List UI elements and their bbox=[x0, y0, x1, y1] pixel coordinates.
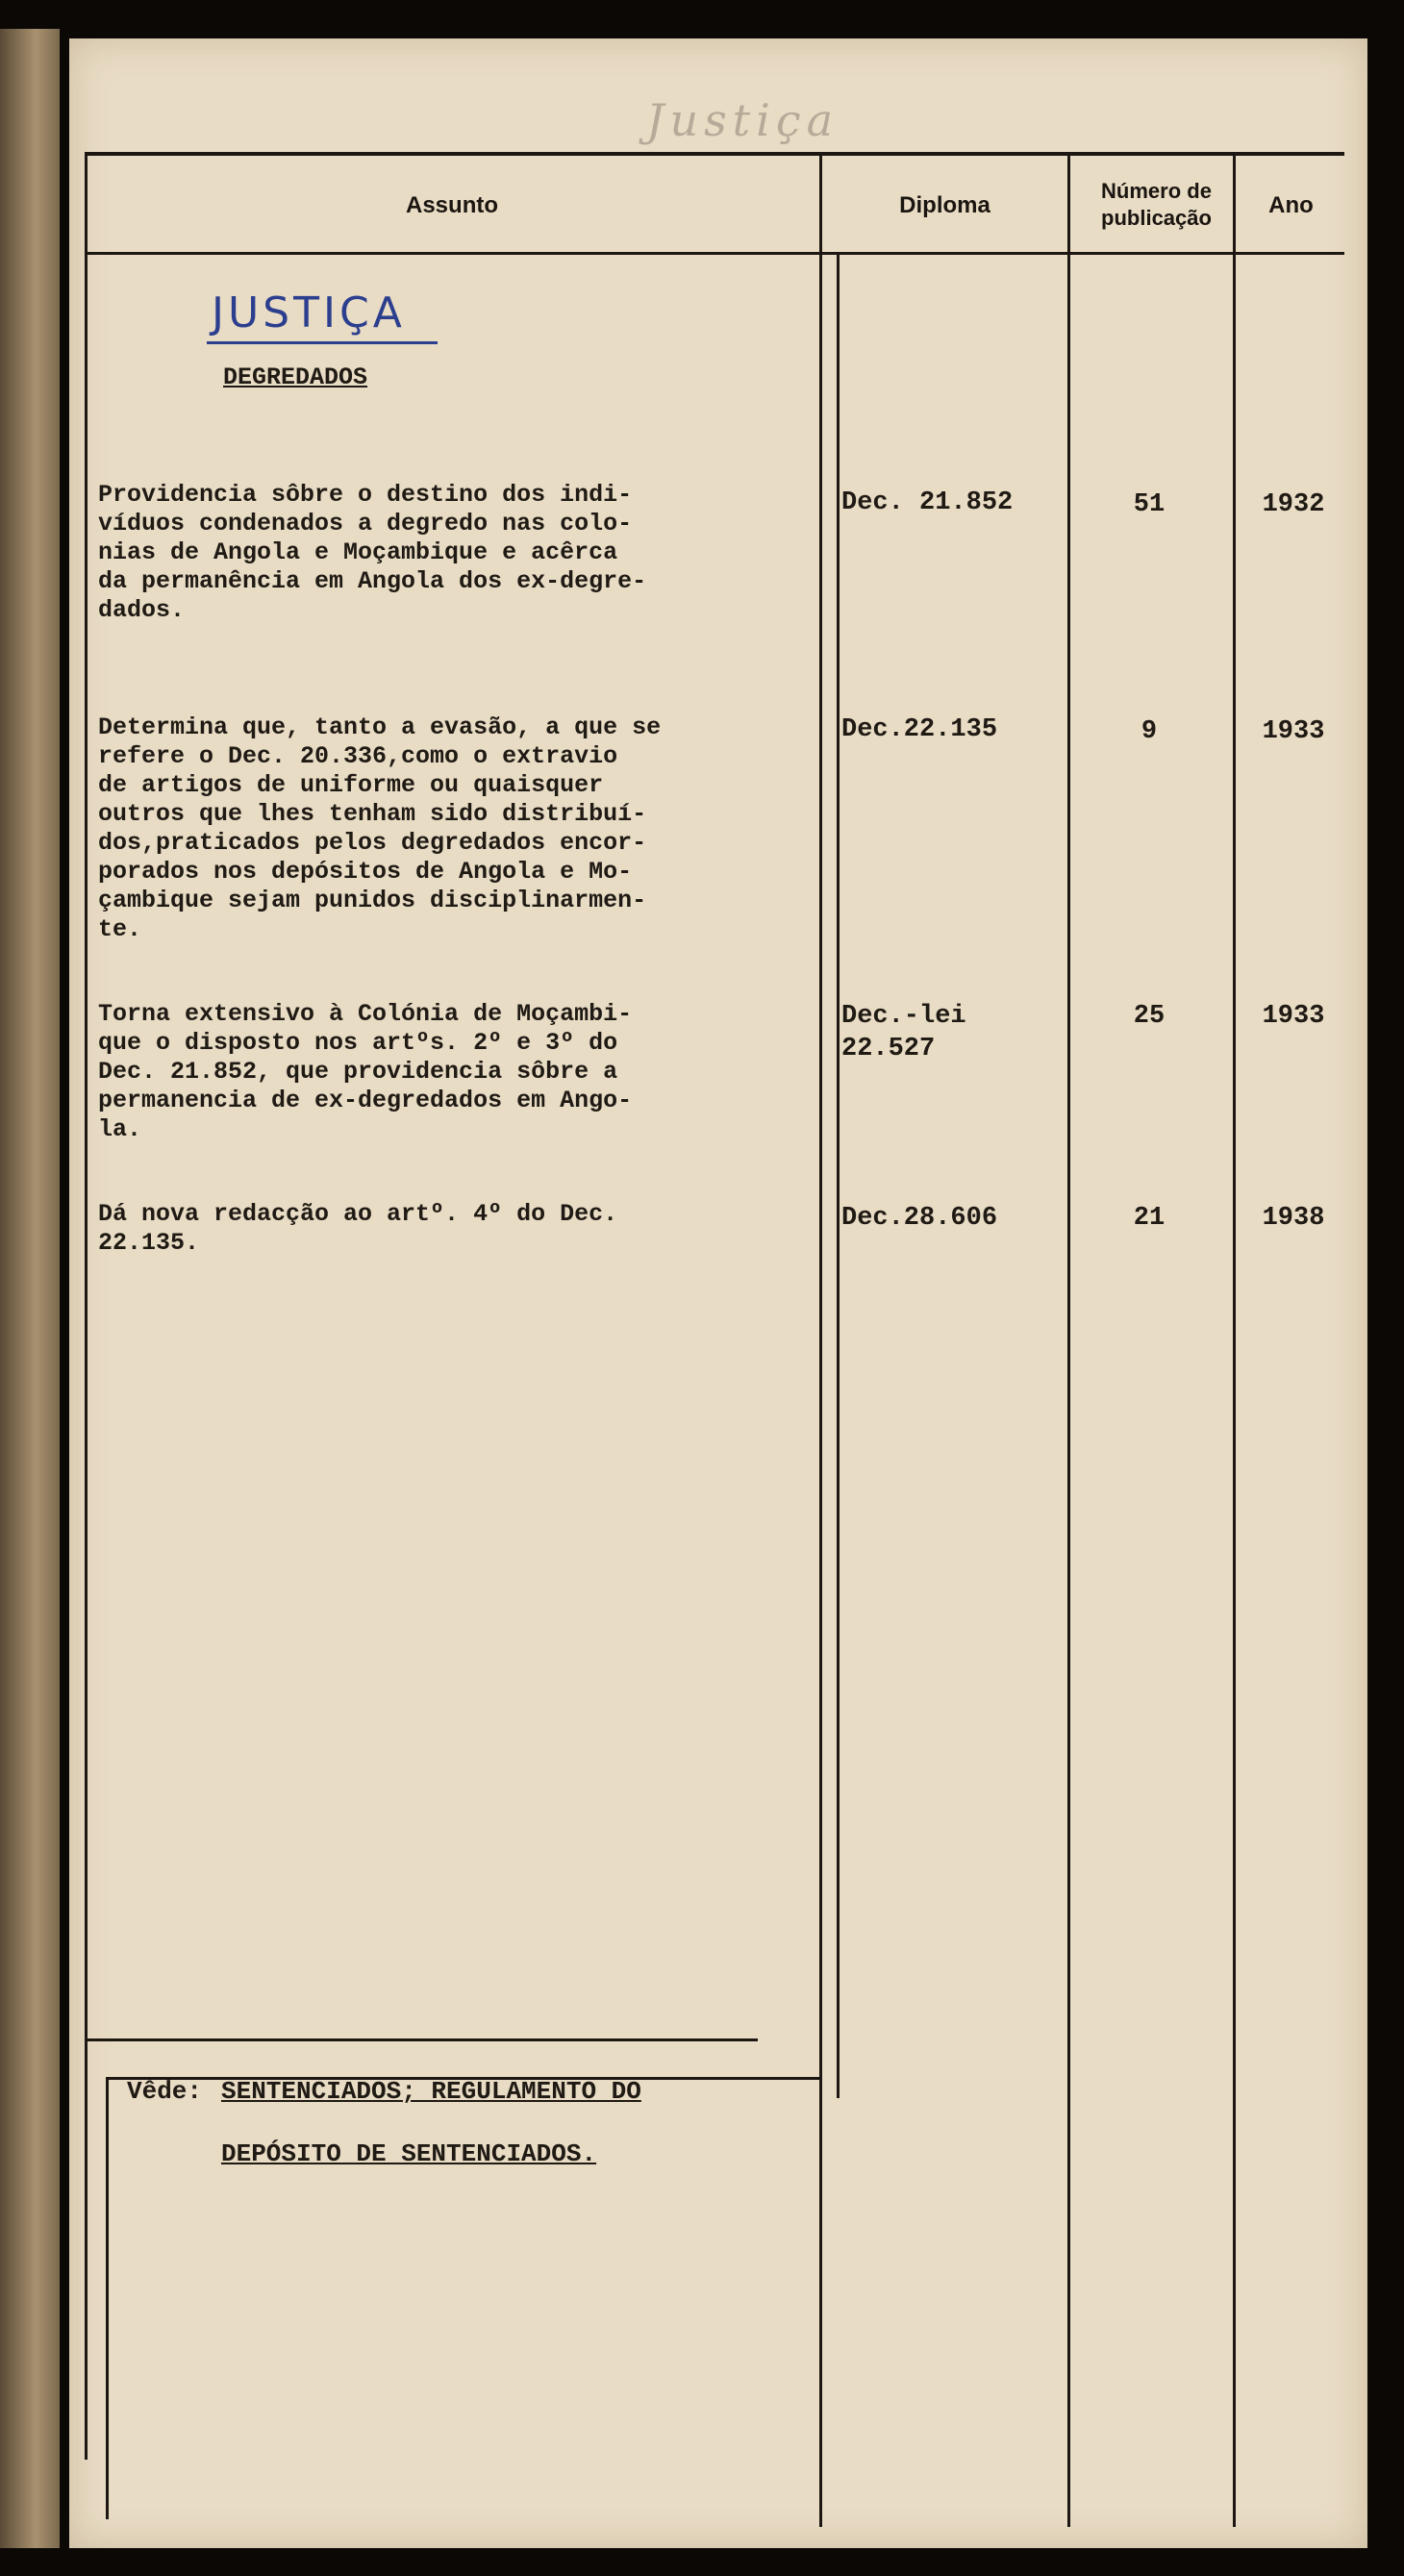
entry-text: Providencia sôbre o destino dos indi- víduos condenados a degredo nas colo- nias de Angola e Moçambique e acêrca da permanência em Angola dos ex-degre- dados. bbox=[98, 481, 647, 624]
subheading-degredados: DEGREDADOS bbox=[223, 363, 368, 391]
entry-diploma: Dec.-lei 22.527 bbox=[841, 1002, 966, 1063]
inner-margin-line bbox=[837, 252, 840, 2098]
col-divider-numero bbox=[1067, 152, 1070, 2527]
heading-underline bbox=[207, 341, 438, 344]
adjacent-page-edge bbox=[0, 29, 60, 2548]
entry-text: Torna extensivo à Colónia de Moçambi- que o disposto nos artºs. 2º e 3º do Dec. 21.852, que providencia sôbre a permanencia de ex-degredados em Ango- la. bbox=[98, 1000, 633, 1143]
header-numero: Número de publicação bbox=[1101, 179, 1212, 230]
entry-numero: 25 bbox=[1133, 1002, 1166, 1031]
header-diploma: Diploma bbox=[899, 192, 990, 218]
left-border bbox=[85, 152, 88, 2460]
col-divider-ano bbox=[1233, 152, 1236, 2527]
vede-label: Vêde: bbox=[127, 2077, 203, 2106]
top-rule bbox=[85, 152, 1344, 156]
entry-text: Determina que, tanto a evasão, a que se refere o Dec. 20.336,como o extravio de artigos de uniforme ou quaisquer outros que lhes tenham sido distribuí- dos,praticados pelos degredados encor- porados nos depósitos de Angola e Mo- çambique sejam punidos disciplinarmen- te. bbox=[98, 713, 662, 943]
vede-box-left bbox=[106, 2077, 109, 2519]
entry-numero: 51 bbox=[1133, 490, 1166, 519]
heading-justica: JUSTIÇA bbox=[212, 288, 406, 338]
pencil-title: Justiça bbox=[646, 94, 840, 146]
entry-diploma: Dec.28.606 bbox=[841, 1204, 998, 1233]
header-assunto: Assunto bbox=[406, 192, 498, 218]
vede-reference-line-1: SENTENCIADOS; REGULAMENTO DO bbox=[221, 2077, 641, 2106]
vede-reference-line-2: DEPÓSITO DE SENTENCIADOS. bbox=[221, 2139, 597, 2168]
header-rule bbox=[85, 252, 1344, 255]
entry-text: Dá nova redacção ao artº. 4º do Dec. 22.135. bbox=[98, 1200, 618, 1257]
footer-rule bbox=[85, 2038, 758, 2041]
index-card bbox=[69, 38, 1367, 2548]
entry-numero: 9 bbox=[1141, 717, 1158, 746]
entry-diploma: Dec.22.135 bbox=[841, 715, 998, 744]
entry-ano: 1933 bbox=[1262, 717, 1325, 746]
entry-ano: 1933 bbox=[1262, 1002, 1325, 1031]
entry-numero: 21 bbox=[1133, 1204, 1166, 1233]
entry-diploma: Dec. 21.852 bbox=[841, 488, 1014, 517]
header-ano: Ano bbox=[1268, 192, 1314, 218]
entry-ano: 1932 bbox=[1262, 490, 1325, 519]
col-divider-diploma bbox=[819, 152, 822, 2527]
entry-ano: 1938 bbox=[1262, 1204, 1325, 1233]
